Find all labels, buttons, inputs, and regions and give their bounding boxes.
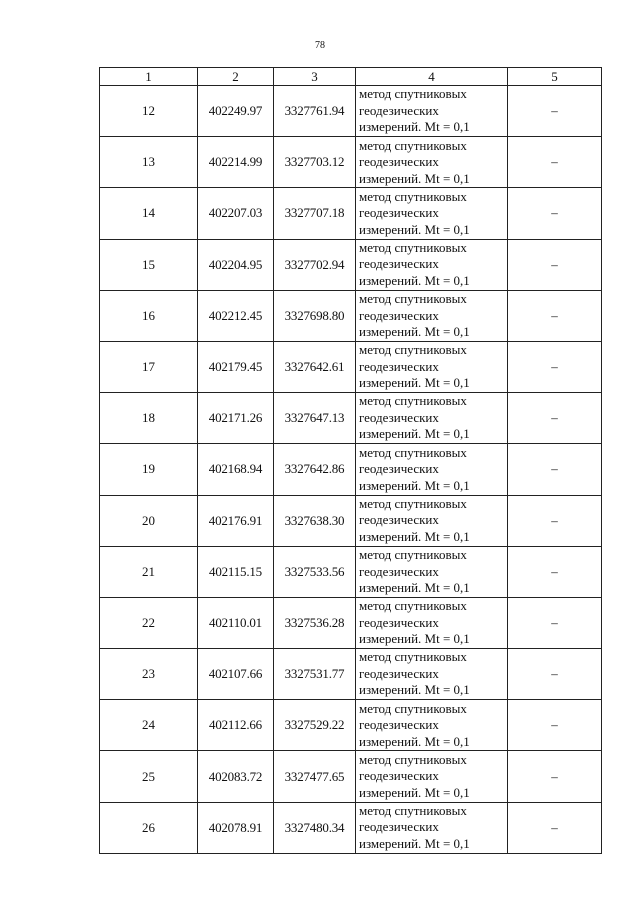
table-row — [100, 495, 602, 546]
method-cell — [356, 239, 508, 290]
coord-x: 402171.26 — [198, 393, 274, 444]
note-dash: – — [551, 307, 558, 323]
point-number: 25 — [100, 751, 198, 802]
method-line-1: метод спутниковых — [359, 751, 467, 767]
note-cell — [508, 137, 602, 188]
coord-x: 402207.03 — [198, 188, 274, 239]
method-cell — [356, 393, 508, 444]
method-line-1: метод спутниковых — [359, 86, 467, 102]
coord-y: 3327529.22 — [274, 700, 356, 751]
table-row — [100, 597, 602, 648]
note-cell — [508, 290, 602, 341]
note-dash: – — [551, 717, 558, 733]
table-row — [100, 290, 602, 341]
method-cell — [356, 700, 508, 751]
page-number: 78 — [315, 40, 325, 51]
table-row — [100, 137, 602, 188]
coord-x: 402204.95 — [198, 239, 274, 290]
table-row — [100, 444, 602, 495]
coord-x: 402168.94 — [198, 444, 274, 495]
method-line-1: метод спутниковых — [359, 342, 467, 358]
method-line-2: геодезических — [359, 614, 439, 630]
point-number: 20 — [100, 495, 198, 546]
point-number: 21 — [100, 546, 198, 597]
table-row — [100, 546, 602, 597]
coord-x: 402214.99 — [198, 137, 274, 188]
coord-y: 3327638.30 — [274, 495, 356, 546]
coord-x: 402112.66 — [198, 700, 274, 751]
coord-x: 402249.97 — [198, 86, 274, 137]
method-line-3: измерений. Mt = 0,1 — [359, 528, 470, 544]
note-dash: – — [551, 256, 558, 272]
method-line-3: измерений. Mt = 0,1 — [359, 170, 470, 186]
coord-y: 3327707.18 — [274, 188, 356, 239]
note-dash: – — [551, 819, 558, 835]
point-number: 13 — [100, 137, 198, 188]
method-line-1: метод спутниковых — [359, 598, 467, 614]
header-col-5: 5 — [508, 68, 602, 86]
note-cell — [508, 444, 602, 495]
method-line-1: метод спутниковых — [359, 291, 467, 307]
coord-x: 402212.45 — [198, 290, 274, 341]
method-line-2: геодезических — [359, 819, 439, 835]
table-row — [100, 86, 602, 137]
note-cell — [508, 546, 602, 597]
note-cell — [508, 239, 602, 290]
coord-x: 402083.72 — [198, 751, 274, 802]
note-cell — [508, 649, 602, 700]
header-col-1: 1 — [100, 68, 198, 86]
table-row — [100, 802, 602, 853]
method-line-1: метод спутниковых — [359, 802, 467, 818]
table-row — [100, 649, 602, 700]
method-line-2: геодезических — [359, 102, 439, 118]
method-line-1: метод спутниковых — [359, 700, 467, 716]
note-dash: – — [551, 614, 558, 630]
point-number: 23 — [100, 649, 198, 700]
table-row — [100, 341, 602, 392]
coord-y: 3327647.13 — [274, 393, 356, 444]
coord-x: 402078.91 — [198, 802, 274, 853]
header-row — [100, 68, 602, 86]
method-cell — [356, 597, 508, 648]
note-dash: – — [551, 461, 558, 477]
table-row — [100, 700, 602, 751]
point-number: 12 — [100, 86, 198, 137]
note-cell — [508, 802, 602, 853]
method-line-3: измерений. Mt = 0,1 — [359, 477, 470, 493]
method-line-3: измерений. Mt = 0,1 — [359, 682, 470, 698]
method-cell — [356, 546, 508, 597]
method-line-3: измерений. Mt = 0,1 — [359, 324, 470, 340]
method-cell — [356, 444, 508, 495]
method-line-2: геодезических — [359, 512, 439, 528]
note-dash: – — [551, 563, 558, 579]
coord-y: 3327531.77 — [274, 649, 356, 700]
point-number: 26 — [100, 802, 198, 853]
point-number: 14 — [100, 188, 198, 239]
method-cell — [356, 495, 508, 546]
coord-y: 3327642.61 — [274, 341, 356, 392]
method-line-2: геодезических — [359, 154, 439, 170]
method-line-2: геодезических — [359, 461, 439, 477]
method-line-3: измерений. Mt = 0,1 — [359, 119, 470, 135]
coord-y: 3327480.34 — [274, 802, 356, 853]
method-line-1: метод спутниковых — [359, 188, 467, 204]
note-dash: – — [551, 359, 558, 375]
note-cell — [508, 751, 602, 802]
note-cell — [508, 597, 602, 648]
method-line-2: геодезических — [359, 307, 439, 323]
method-line-3: измерений. Mt = 0,1 — [359, 835, 470, 851]
method-line-2: геодезических — [359, 205, 439, 221]
method-line-1: метод спутниковых — [359, 239, 467, 255]
method-line-3: измерений. Mt = 0,1 — [359, 272, 470, 288]
coord-y: 3327536.28 — [274, 597, 356, 648]
method-line-1: метод спутниковых — [359, 547, 467, 563]
method-line-1: метод спутниковых — [359, 649, 467, 665]
point-number: 18 — [100, 393, 198, 444]
point-number: 19 — [100, 444, 198, 495]
coord-x: 402107.66 — [198, 649, 274, 700]
method-line-2: геодезических — [359, 409, 439, 425]
note-cell — [508, 495, 602, 546]
note-dash: – — [551, 768, 558, 784]
method-cell — [356, 188, 508, 239]
method-line-3: измерений. Mt = 0,1 — [359, 426, 470, 442]
method-cell — [356, 86, 508, 137]
point-number: 15 — [100, 239, 198, 290]
method-line-2: геодезических — [359, 358, 439, 374]
coord-x: 402176.91 — [198, 495, 274, 546]
table-row — [100, 393, 602, 444]
coord-y: 3327533.56 — [274, 546, 356, 597]
note-dash: – — [551, 205, 558, 221]
point-number: 22 — [100, 597, 198, 648]
method-cell — [356, 649, 508, 700]
method-line-3: измерений. Mt = 0,1 — [359, 580, 470, 596]
coord-y: 3327761.94 — [274, 86, 356, 137]
note-dash: – — [551, 103, 558, 119]
method-cell — [356, 802, 508, 853]
point-number: 16 — [100, 290, 198, 341]
method-line-2: геодезических — [359, 563, 439, 579]
method-cell — [356, 137, 508, 188]
coord-y: 3327477.65 — [274, 751, 356, 802]
table-header — [100, 68, 602, 86]
method-line-1: метод спутниковых — [359, 495, 467, 511]
method-line-3: измерений. Mt = 0,1 — [359, 784, 470, 800]
note-dash: – — [551, 512, 558, 528]
method-line-3: измерений. Mt = 0,1 — [359, 631, 470, 647]
note-cell — [508, 393, 602, 444]
note-cell — [508, 700, 602, 751]
header-col-4: 4 — [356, 68, 508, 86]
note-dash: – — [551, 410, 558, 426]
coordinates-table — [99, 67, 602, 854]
method-line-2: геодезических — [359, 665, 439, 681]
point-number: 17 — [100, 341, 198, 392]
coord-y: 3327642.86 — [274, 444, 356, 495]
coord-y: 3327702.94 — [274, 239, 356, 290]
note-cell — [508, 341, 602, 392]
method-line-3: измерений. Mt = 0,1 — [359, 375, 470, 391]
table-row — [100, 188, 602, 239]
table-body — [100, 86, 602, 854]
header-col-2: 2 — [198, 68, 274, 86]
coord-x: 402179.45 — [198, 341, 274, 392]
method-line-1: метод спутниковых — [359, 137, 467, 153]
header-col-3: 3 — [274, 68, 356, 86]
method-line-2: геодезических — [359, 717, 439, 733]
method-cell — [356, 290, 508, 341]
point-number: 24 — [100, 700, 198, 751]
coord-y: 3327703.12 — [274, 137, 356, 188]
table-row — [100, 751, 602, 802]
method-line-3: измерений. Mt = 0,1 — [359, 733, 470, 749]
method-line-1: метод спутниковых — [359, 444, 467, 460]
note-dash: – — [551, 154, 558, 170]
method-line-2: геодезических — [359, 256, 439, 272]
method-line-2: геодезических — [359, 768, 439, 784]
note-cell — [508, 86, 602, 137]
coord-y: 3327698.80 — [274, 290, 356, 341]
method-line-1: метод спутниковых — [359, 393, 467, 409]
coord-x: 402110.01 — [198, 597, 274, 648]
method-cell — [356, 341, 508, 392]
method-cell — [356, 751, 508, 802]
coord-x: 402115.15 — [198, 546, 274, 597]
note-dash: – — [551, 666, 558, 682]
table-row — [100, 239, 602, 290]
method-line-3: измерений. Mt = 0,1 — [359, 221, 470, 237]
note-cell — [508, 188, 602, 239]
